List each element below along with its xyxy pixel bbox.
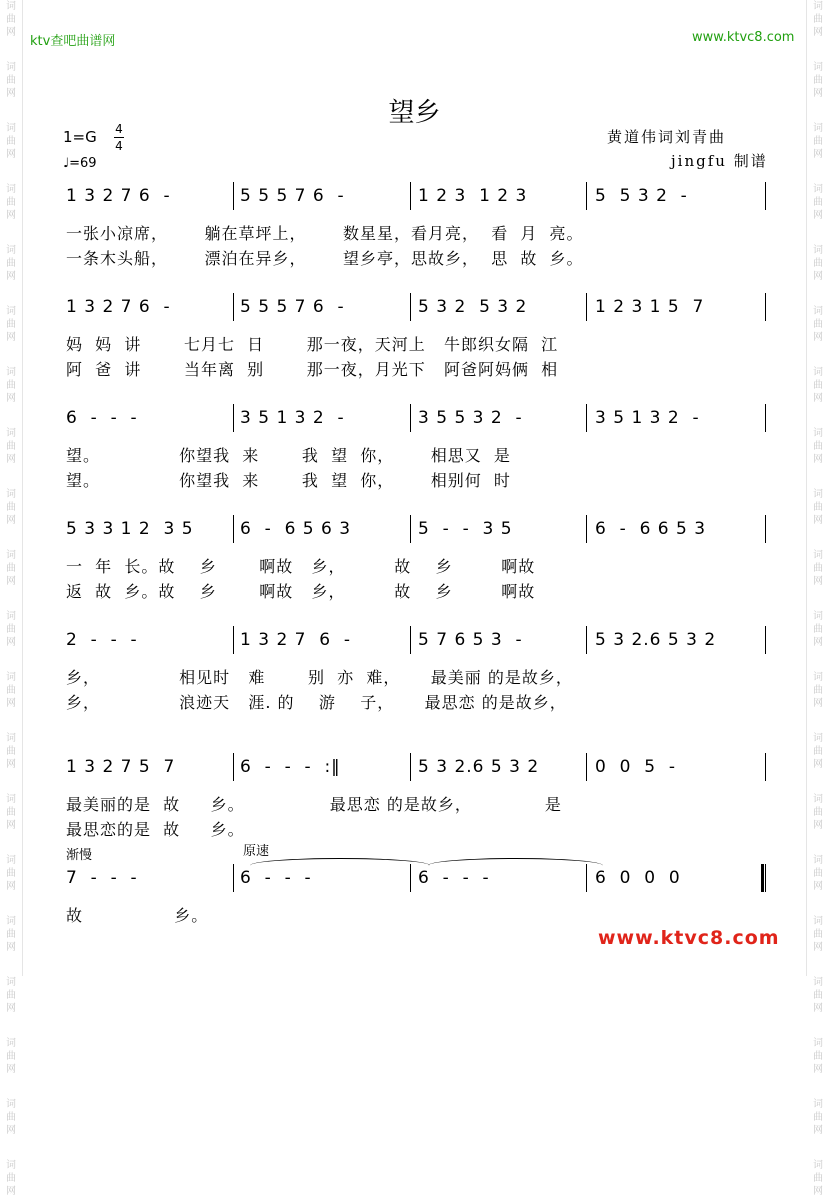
watermark-text: 词 曲 网: [813, 306, 823, 343]
watermark-text: 词 曲 网: [813, 1160, 823, 1197]
lyrics-verse-2: 阿 爸 讲 当年离 别 那一夜，月光下 阿爸阿妈俩 相: [66, 360, 559, 379]
watermark-text: 词 曲 网: [6, 1099, 16, 1136]
measure-notes: 6 - 6 5 6 3: [240, 519, 352, 539]
measure-notes: 1 2 3 1 5 7: [595, 297, 705, 317]
watermark-text: 词 曲 网: [6, 367, 16, 404]
watermark-text: 词 曲 网: [813, 794, 823, 831]
tempo-marker-a-tempo: 原速: [243, 844, 270, 859]
watermark-text: 词 曲 网: [6, 916, 16, 953]
measure-notes: 6 - - -: [240, 868, 312, 888]
bar-line: [410, 626, 411, 654]
watermark-text: 词 曲 网: [813, 855, 823, 892]
measure-notes: 6 - - -: [66, 408, 138, 428]
watermark-column-right: [806, 0, 829, 1197]
bar-line: [233, 515, 234, 543]
bar-line: [233, 182, 234, 210]
measure-notes: 3 5 5 3 2 -: [418, 408, 523, 428]
measure-notes: 5 5 5 7 6 -: [240, 186, 345, 206]
measure-notes: 5 5 3 2 -: [595, 186, 688, 206]
time-signature: [114, 122, 124, 153]
song-title: 望乡: [388, 98, 441, 128]
measure-notes: 3 5 1 3 2 -: [240, 408, 345, 428]
watermark-text: 词 曲 网: [813, 245, 823, 282]
measure-notes: 1 3 2 7 5 7: [66, 757, 176, 777]
measure-notes: 1 3 2 7 6 -: [66, 297, 171, 317]
bar-line: [233, 293, 234, 321]
watermark-text: 词 曲 网: [6, 550, 16, 587]
watermark-text: 词 曲 网: [6, 977, 16, 1014]
measure-notes: 1 2 3 1 2 3: [418, 186, 528, 206]
measure-notes: 5 3 2.6 5 3 2: [595, 630, 717, 650]
watermark-text: 词 曲 网: [6, 611, 16, 648]
lyrics-verse-2: 返 故 乡。故 乡 啊故 乡， 故 乡 啊故: [66, 582, 536, 601]
bar-line: [586, 293, 587, 321]
site-link-right[interactable]: www.ktvc8.com: [692, 30, 795, 45]
watermark-text: 词 曲 网: [6, 672, 16, 709]
bar-line: [765, 864, 766, 892]
measure-notes: 1 3 2 7 6 -: [66, 186, 171, 206]
measure-notes: 2 - - -: [66, 630, 138, 650]
tempo-marker-rit: 渐慢: [66, 848, 93, 863]
watermark-text: 词 曲 网: [813, 367, 823, 404]
watermark-text: 词 曲 网: [813, 123, 823, 160]
measure-notes: 1 3 2 7 6 -: [240, 630, 352, 650]
watermark-text: 词 曲 网: [6, 62, 16, 99]
bar-line: [410, 515, 411, 543]
watermark-text: 词 曲 网: [813, 733, 823, 770]
watermark-text: 词 曲 网: [813, 916, 823, 953]
bar-line: [410, 404, 411, 432]
bar-line: [765, 182, 766, 210]
final-bar-line: [761, 864, 764, 892]
watermark-text: 词 曲 网: [6, 245, 16, 282]
watermark-column-left: [0, 0, 23, 1197]
credit-line-2: jingfu 制谱: [671, 152, 768, 170]
measure-notes: 5 - - 3 5: [418, 519, 513, 539]
site-link-left[interactable]: ktv查吧曲谱网: [30, 34, 116, 49]
key-signature: 1=G: [63, 128, 97, 146]
watermark-text: 词 曲 网: [813, 489, 823, 526]
measure-notes: 5 7 6 5 3 -: [418, 630, 523, 650]
lyrics-verse-1: 望。 你望我 来 我 望 你， 相思又 是: [66, 446, 511, 465]
watermark-text: 词 曲 网: [813, 672, 823, 709]
bar-line: [586, 182, 587, 210]
watermark-text: 词 曲 网: [6, 855, 16, 892]
measure-notes: 6 - - -: [418, 868, 490, 888]
bar-line: [765, 293, 766, 321]
measure-notes: 6 0 0 0: [595, 868, 681, 888]
meter-top: 4: [115, 122, 123, 136]
watermark-text: 词 曲 网: [6, 489, 16, 526]
watermark-text: 词 曲 网: [6, 794, 16, 831]
measure-notes: 6 - 6 6 5 3: [595, 519, 707, 539]
lyrics-verse-1: 故 乡。: [66, 906, 209, 925]
measure-notes: 0 0 5 -: [595, 757, 677, 777]
bar-line: [586, 515, 587, 543]
watermark-text: 词 曲 网: [6, 1038, 16, 1075]
bar-line: [765, 515, 766, 543]
bar-line: [233, 626, 234, 654]
bar-line: [586, 404, 587, 432]
measure-notes: 5 5 5 7 6 -: [240, 297, 345, 317]
bar-line: [765, 753, 766, 781]
bar-line: [586, 753, 587, 781]
watermark-text: 词 曲 网: [813, 1038, 823, 1075]
lyrics-verse-1: 乡， 相见时 难 别 亦 难， 最美丽 的是故乡，: [66, 668, 573, 687]
watermark-text: 词 曲 网: [813, 428, 823, 465]
bar-line: [233, 404, 234, 432]
watermark-text: 词 曲 网: [813, 611, 823, 648]
watermark-text: 词 曲 网: [813, 62, 823, 99]
lyrics-verse-1: 妈 妈 讲 七月七 日 那一夜，天河上 牛郎织女隔 江: [66, 335, 559, 354]
tempo-mark: ♩=69: [63, 156, 97, 171]
bar-line: [586, 626, 587, 654]
meter-bottom: 4: [115, 139, 123, 153]
lyrics-verse-1: 一张小凉席， 躺在草坪上， 数星星，看月亮， 看 月 亮。: [66, 224, 584, 243]
bar-line: [233, 864, 234, 892]
tie-arc: [428, 858, 603, 873]
bar-line: [233, 753, 234, 781]
watermark-text: 词 曲 网: [6, 1160, 16, 1197]
watermark-text: 词 曲 网: [813, 1099, 823, 1136]
measure-notes: 5 3 3 1 2 3 5: [66, 519, 194, 539]
measure-notes: 5 3 2 5 3 2: [418, 297, 528, 317]
bar-line: [765, 626, 766, 654]
measure-notes: 7 - - -: [66, 868, 138, 888]
tie-arc: [250, 858, 430, 873]
watermark-text: 词 曲 网: [6, 1, 16, 38]
watermark-text: 词 曲 网: [6, 428, 16, 465]
watermark-text: 词 曲 网: [813, 550, 823, 587]
lyrics-verse-2: 乡， 浪迹天 涯. 的 游 子， 最思恋 的是故乡，: [66, 693, 567, 712]
lyrics-verse-2: 望。 你望我 来 我 望 你， 相别何 时: [66, 471, 511, 490]
bar-line: [410, 182, 411, 210]
watermark-text: 词 曲 网: [6, 184, 16, 221]
watermark-text: 词 曲 网: [813, 977, 823, 1014]
lyrics-verse-2: 最思恋的是 故 乡。: [66, 820, 245, 839]
lyrics-verse-1: 最美丽的是 故 乡。 最思恋 的是故乡， 是: [66, 795, 562, 814]
bar-line: [765, 404, 766, 432]
measure-notes: 5 3 2.6 5 3 2: [418, 757, 540, 777]
measure-notes: 3 5 1 3 2 -: [595, 408, 700, 428]
measure-notes: 6 - - - :‖: [240, 757, 341, 777]
watermark-text: 词 曲 网: [6, 123, 16, 160]
watermark-text: 词 曲 网: [813, 184, 823, 221]
credit-line-1: 黄道伟词刘青曲: [607, 128, 727, 146]
watermark-text: 词 曲 网: [6, 306, 16, 343]
lyrics-verse-1: 一 年 长。故 乡 啊故 乡， 故 乡 啊故: [66, 557, 536, 576]
lyrics-verse-2: 一条木头船， 漂泊在异乡， 望乡亭，思故乡， 思 故 乡。: [66, 249, 584, 268]
watermark-text: 词 曲 网: [813, 1, 823, 38]
bar-line: [410, 753, 411, 781]
watermark-text: 词 曲 网: [6, 733, 16, 770]
bar-line: [410, 293, 411, 321]
footer-watermark: www.ktvc8.com: [598, 927, 780, 949]
